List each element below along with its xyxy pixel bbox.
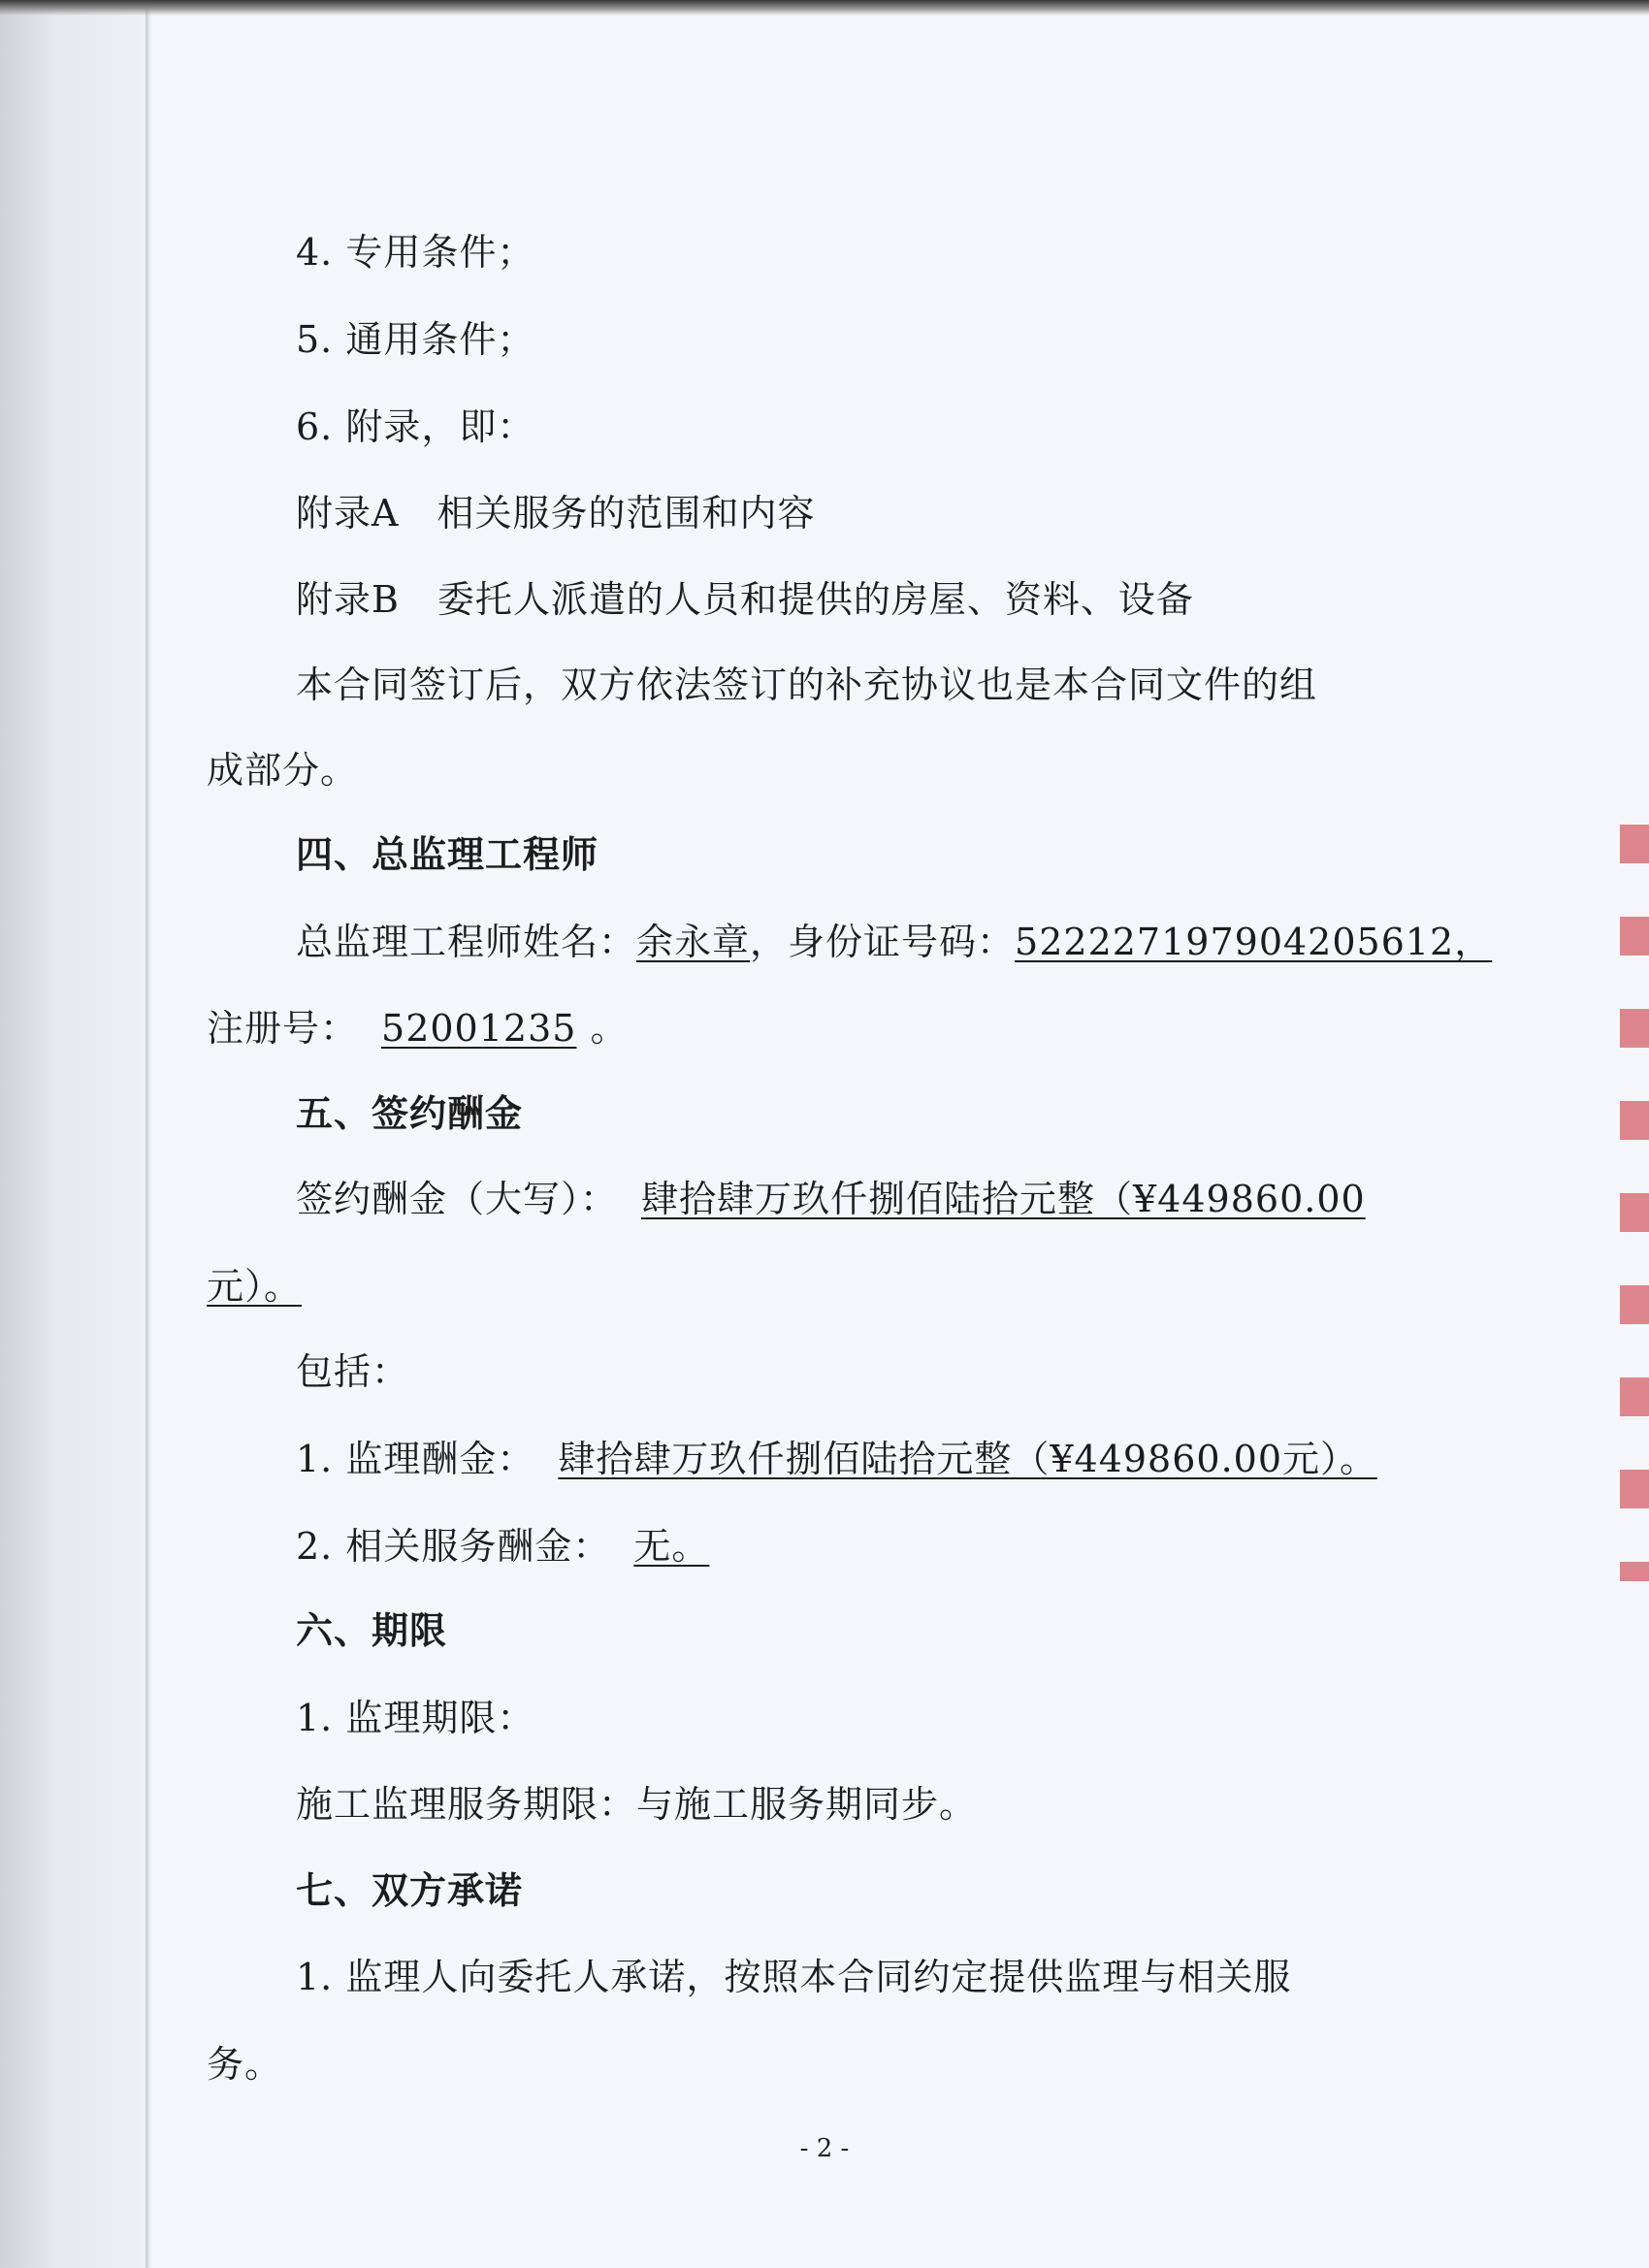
supervision-fee-value: 肆拾肆万玖仟捌佰陆拾元整（¥449860.00元）。 xyxy=(558,1438,1378,1480)
binding-strip xyxy=(0,0,146,2268)
name-value: 余永章 xyxy=(636,921,751,963)
section-6-heading: 六、期限 xyxy=(296,1609,448,1652)
name-label: 总监理工程师姓名： xyxy=(296,921,637,963)
chief-engineer-line xyxy=(296,919,1492,965)
include-label: 包括： xyxy=(296,1350,410,1393)
related-fee-line xyxy=(296,1523,787,1570)
id-value: 522227197904205612， xyxy=(1015,921,1493,963)
registration-line xyxy=(207,1005,628,1052)
related-fee-value: 无。 xyxy=(633,1525,710,1568)
promise-line-2: 务。 xyxy=(207,2043,283,2086)
supplement-line-2: 成部分。 xyxy=(207,749,359,792)
page-number: - 2 - xyxy=(799,2134,850,2163)
appendix-b: 附录B 委托人派遣的人员和提供的房屋、资料、设备 xyxy=(296,578,1194,621)
contract-amount-value-2: 元）。 xyxy=(207,1265,303,1308)
appendix-a: 附录A 相关服务的范围和内容 xyxy=(296,492,816,535)
registration-value: 52001235 xyxy=(381,1007,577,1050)
contract-amount-value-1: 肆拾肆万玖仟捌佰陆拾元整（¥449860.00 xyxy=(641,1178,1366,1220)
period-text: 施工监理服务期限：与施工服务期同步。 xyxy=(296,1783,978,1826)
section-5-heading: 五、签约酬金 xyxy=(296,1092,524,1135)
related-fee-label: 2. 相关服务酬金： xyxy=(296,1525,611,1568)
supervision-fee-label: 1. 监理酬金： xyxy=(296,1438,535,1480)
supplement-line-1: 本合同签订后，双方依法签订的补充协议也是本合同文件的组 xyxy=(296,664,1318,706)
period-item: 1. 监理期限： xyxy=(296,1697,535,1739)
item-4: 4. 专用条件； xyxy=(296,231,535,274)
red-seal-edge-mark xyxy=(1620,825,1649,1581)
binding-edge xyxy=(146,0,151,2268)
section-7-heading: 七、双方承诺 xyxy=(296,1869,524,1912)
contract-amount-line-2 xyxy=(207,1263,331,1310)
registration-end: 。 xyxy=(590,1007,629,1050)
item-6: 6. 附录，即： xyxy=(296,405,535,448)
supervision-fee-line xyxy=(296,1436,1377,1482)
scan-top-band xyxy=(0,0,1649,16)
promise-line-1: 1. 监理人向委托人承诺，按照本合同约定提供监理与相关服 xyxy=(296,1956,1292,1998)
registration-label: 注册号： xyxy=(207,1007,359,1050)
contract-amount-line xyxy=(296,1176,1366,1222)
contract-amount-label: 签约酬金（大写）： xyxy=(296,1178,619,1220)
item-5: 5. 通用条件； xyxy=(296,318,535,361)
id-label: ，身份证号码： xyxy=(750,921,1016,963)
section-4-heading: 四、总监理工程师 xyxy=(296,833,599,876)
